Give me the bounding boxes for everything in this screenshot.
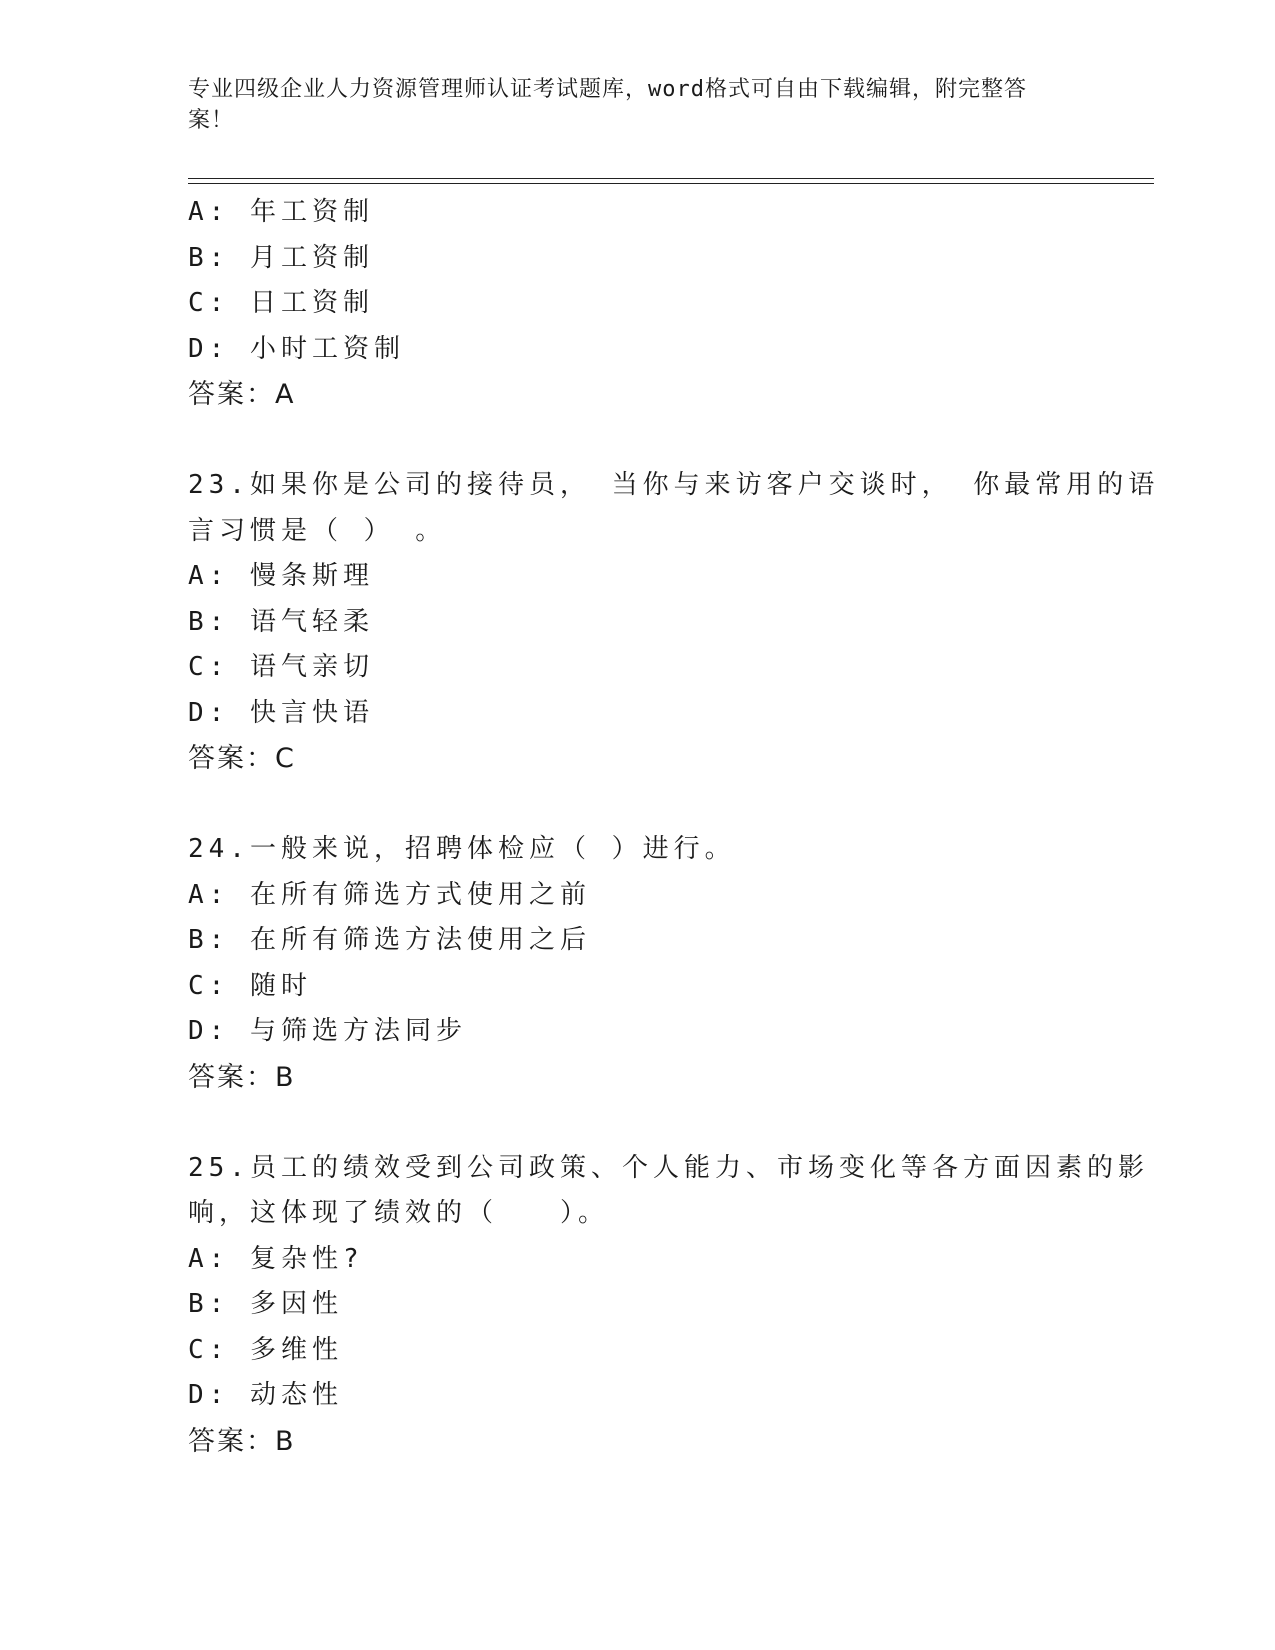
option-c: C: 随时 (188, 970, 312, 1001)
option-d: D: 动态性 (188, 1380, 343, 1410)
answer: 答案：B (188, 1061, 296, 1093)
header-rule-top (188, 178, 1154, 179)
document-header: 专业四级企业人力资源管理师认证考试题库，word格式可自由下载编辑，附完整答案！ (188, 77, 1027, 133)
question-22 (188, 190, 1088, 418)
question-text-line-2: 响，这体现了绩效的（ ）。 (188, 1198, 610, 1228)
answer: 答案：A (188, 379, 296, 410)
option-a: A: 年工资制 (188, 197, 374, 227)
option-b: B: 月工资制 (188, 242, 374, 273)
option-c: C: 日工资制 (188, 288, 374, 318)
question-23 (188, 463, 1160, 782)
header-rule-bottom (188, 183, 1154, 184)
option-b: B: 多因性 (188, 1289, 343, 1319)
question-24 (188, 827, 1088, 1100)
option-d: D: 小时工资制 (188, 333, 405, 364)
question-text-line-1: 23.如果你是公司的接待员， 当你与来访客户交谈时， 你最常用的语 (188, 470, 1160, 500)
answer: 答案：C (188, 743, 296, 774)
question-list (188, 190, 1160, 1464)
option-a: A: 在所有筛选方式使用之前 (188, 879, 591, 910)
option-b: B: 在所有筛选方法使用之后 (188, 925, 591, 955)
option-a: A: 慢条斯理 (188, 561, 374, 591)
option-d: D: 快言快语 (188, 697, 374, 728)
option-a: A: 复杂性? (188, 1243, 364, 1274)
option-c: C: 语气亲切 (188, 652, 374, 682)
question-25 (188, 1146, 1149, 1465)
question-text-line-2: 言习惯是（ ） 。 (188, 515, 447, 546)
question-text: 24.一般来说，招聘体检应（ ）进行。 (188, 834, 736, 864)
option-d: D: 与筛选方法同步 (188, 1016, 467, 1046)
answer: 答案：B (188, 1425, 296, 1457)
option-b: B: 语气轻柔 (188, 606, 374, 637)
option-c: C: 多维性 (188, 1334, 343, 1365)
question-text-line-1: 25.员工的绩效受到公司政策、个人能力、市场变化等各方面因素的影 (188, 1152, 1149, 1183)
